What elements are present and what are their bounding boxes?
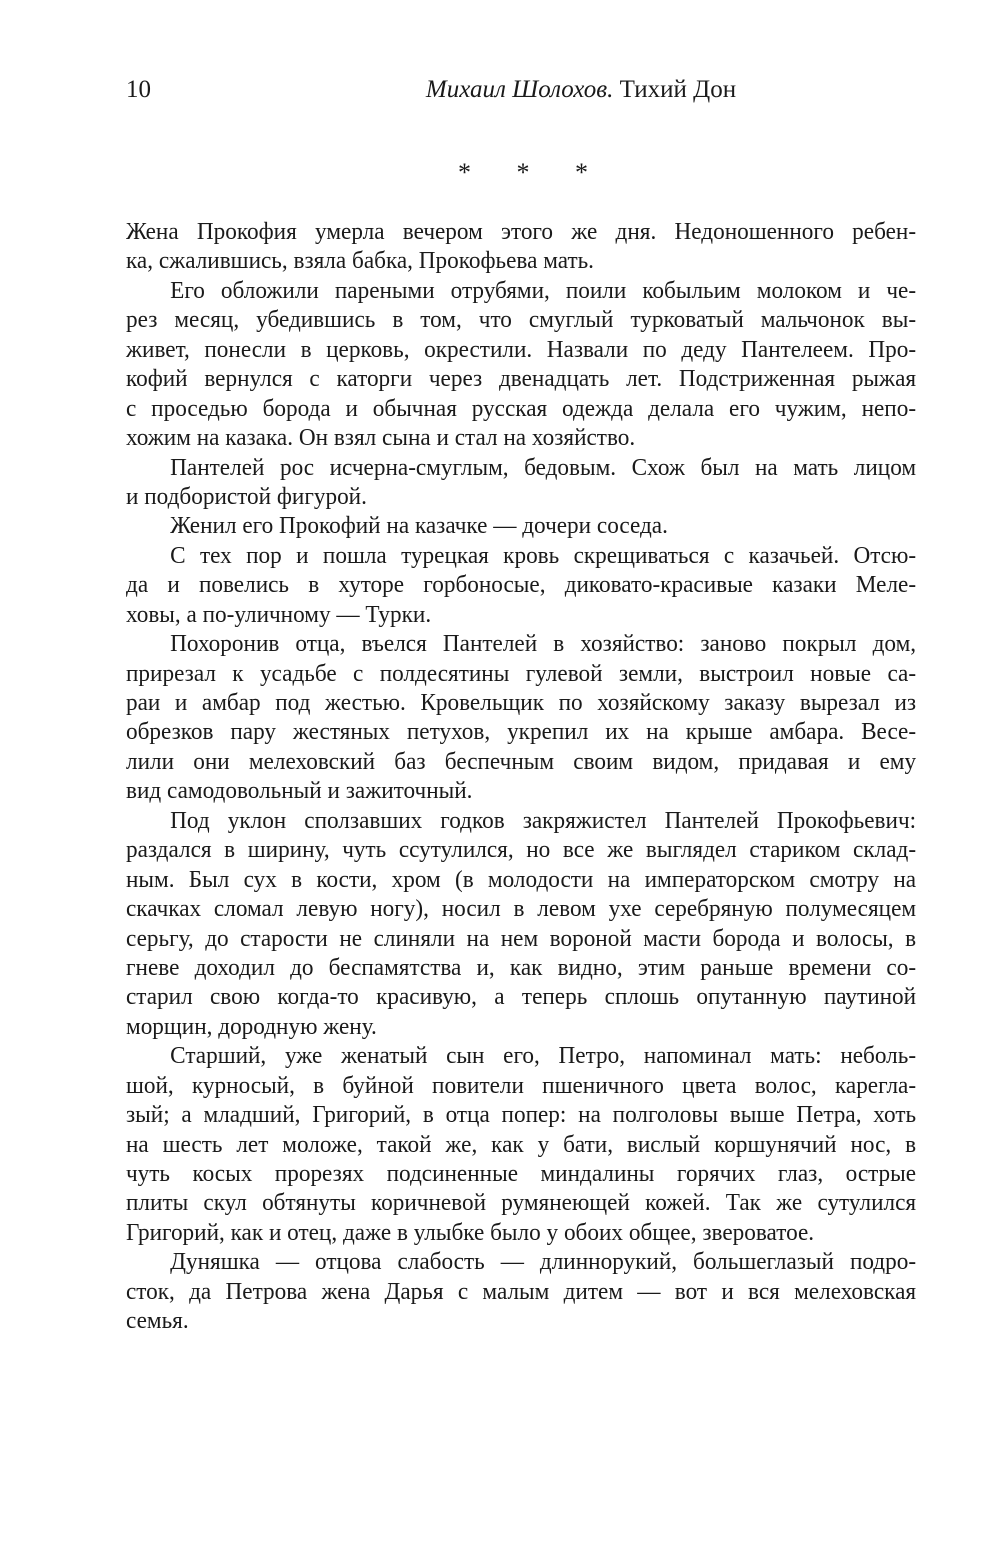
text-line: живет, понесли в церковь, окрестили. Назвали по деду Пантелеем. Про-	[126, 335, 917, 363]
text-line: хожим на казака. Он взял сына и стал на хозяйство.	[126, 424, 636, 452]
paragraph	[126, 453, 916, 512]
paragraph	[126, 1041, 916, 1247]
book-title: Тихий Дон	[619, 76, 737, 103]
text-line: старил свою когда-то красивую, а теперь сплошь опутанную паутиной	[126, 983, 917, 1011]
paragraph	[126, 541, 916, 629]
text-line: ка, сжалившись, взяла бабка, Прокофьева мать.	[126, 247, 594, 275]
text-line: плиты скул обтянуты коричневой румянеющей кожей. Так же сутулился	[126, 1189, 917, 1217]
text-line: Жена Прокофия умерла вечером этого же дня. Недоношенного ребен-	[126, 218, 917, 245]
paragraph	[126, 629, 916, 806]
text-line: скачках сломал левую ногу), носил в левом ухе серебряную полумесяцем	[126, 895, 917, 923]
section-divider	[458, 158, 588, 188]
text-line: гневе доходил до беспамятства и, как видно, этим раньше времени со-	[126, 953, 917, 981]
running-title	[126, 72, 916, 108]
text-line: зый; а младший, Григорий, в отца попер: на полголовы выше Петра, хоть	[126, 1101, 917, 1129]
text-line: с проседью борода и обычная русская одежда делала его чужим, непо-	[126, 394, 917, 422]
text-line: Женил его Прокофий на казачке — дочери соседа.	[170, 512, 668, 540]
text-line: морщин, дородную жену.	[126, 1012, 377, 1040]
text-line: ховы, а по-уличному — Турки.	[126, 600, 432, 628]
text-line: сток, да Петрова жена Дарья с малым дитем — вот и вся мелеховская	[126, 1277, 917, 1305]
text-line: и подбористой фигурой.	[126, 482, 367, 510]
paragraph	[126, 806, 916, 1042]
text-line: Его обложили пареными отрубями, поили кобыльим молоком и че-	[170, 276, 917, 304]
text-line: кофий вернулся с каторги через двенадцать лет. Подстриженная рыжая	[126, 365, 917, 393]
text-line: Григорий, как и отец, даже в улыбке было у обоих общее, звероватое.	[126, 1218, 815, 1246]
text-line: С тех пор и пошла турецкая кровь скрещиваться с казачьей. Отсю-	[170, 541, 917, 569]
paragraph	[126, 1247, 916, 1335]
text-line: раи и амбар под жестью. Кровельщик по хозяйскому заказу вырезал из	[126, 689, 917, 716]
text-line: семья.	[126, 1307, 189, 1335]
text-line: Похоронив отца, въелся Пантелей в хозяйство: заново покрыл дом,	[170, 630, 917, 658]
text-line: Пантелей рос исчерна-смуглым, бедовым. Схож был на мать лицом	[170, 453, 917, 481]
paragraph	[126, 217, 916, 276]
text-line: раздался в ширину, чуть ссутулился, но все же выглядел стариком склад-	[126, 836, 917, 864]
body-text	[126, 217, 917, 1336]
asterisk: *	[516, 158, 530, 187]
text-line: серьгу, до старости не слиняли на нем вороной масти борода и волосы, в	[126, 924, 917, 952]
text-line: Старший, уже женатый сын его, Петро, напоминал мать: неболь-	[170, 1042, 917, 1070]
text-line: Под уклон сползавших годков закряжистел Пантелей Прокофьевич:	[170, 806, 917, 834]
text-line: вид самодовольный и зажиточный.	[126, 777, 473, 805]
text-line: ным. Был сух в кости, хром (в молодости на императорском смотру на	[126, 865, 917, 893]
asterisk: *	[575, 158, 588, 187]
text-line: да и повелись в хуторе горбоносые, диковато-красивые казаки Меле-	[126, 571, 917, 599]
paragraph	[126, 276, 916, 453]
text-line: лили они мелеховский баз беспечным своим видом, придавая и ему	[126, 747, 917, 775]
page-number: 10	[126, 76, 151, 103]
text-line: обрезков пару жестяных петухов, укрепил их на крыше амбара. Весе-	[126, 718, 917, 746]
text-line: рез месяц, убедившись в том, что смуглый турковатый мальчонок вы-	[126, 306, 917, 334]
author-name: Михаил Шолохов.	[425, 76, 614, 103]
text-line: прирезал к усадьбе с полдесятины гулевой земли, выстроил новые са-	[126, 659, 917, 687]
running-header	[126, 72, 916, 108]
text-line: чуть косых прорезях подсиненные миндалины горячих глаз, острые	[126, 1160, 917, 1187]
text-line: Дуняшка — отцова слабость — длиннорукий, большеглазый подро-	[170, 1248, 917, 1276]
paragraph	[126, 511, 916, 540]
asterisk: *	[458, 158, 471, 187]
text-line: шой, курносый, в буйной повители пшеничного цвета волос, карегла-	[126, 1071, 917, 1099]
text-line: на шесть лет моложе, такой же, как у бати, вислый коршунячий нос, в	[126, 1130, 917, 1158]
